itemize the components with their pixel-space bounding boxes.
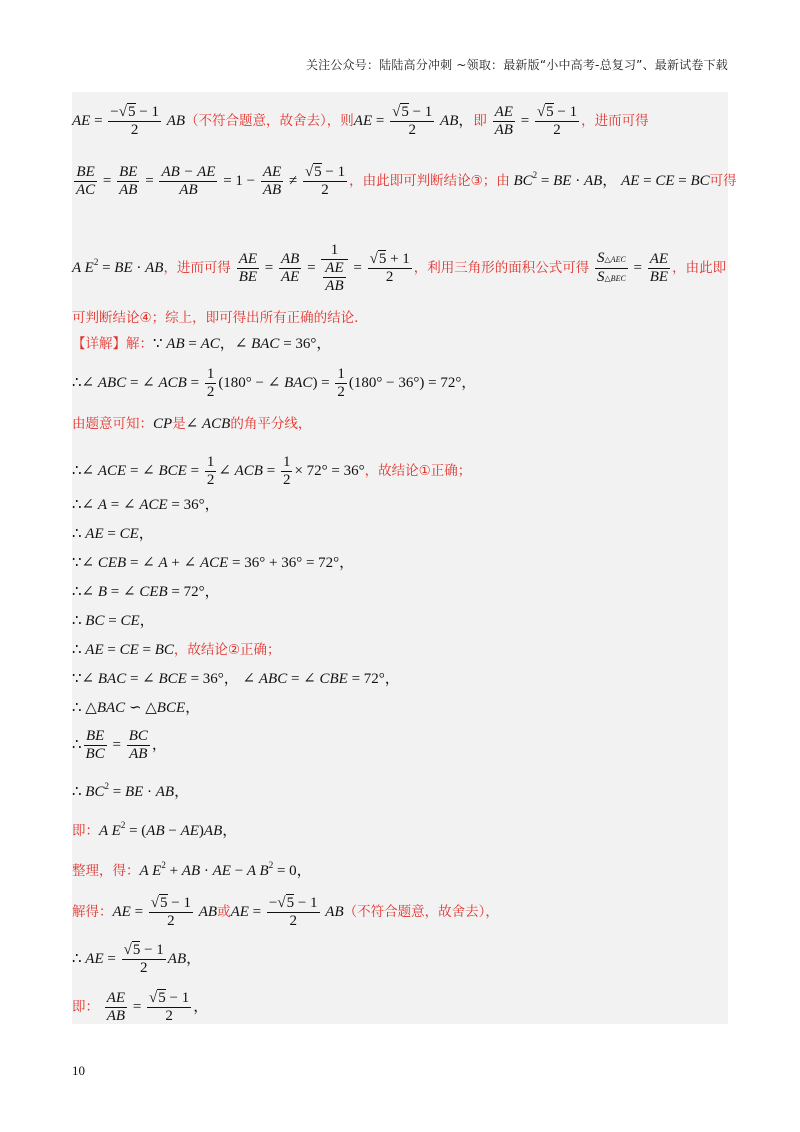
line-20: 整理，得：A $E^2$ + AB · AE − A $B^2 = 0$，	[72, 860, 312, 879]
line-22: ∴ AE = $\frac{√5 - 1}{2}$ AB，	[72, 942, 202, 976]
line-4: 可判断结论④；综上，即可得出所有正确的结论.	[72, 310, 359, 326]
line-14: ∴ AE = CE = BC，故结论②正确；	[72, 642, 281, 658]
line-3: A $E^2$ = BE · AB，进而可得 $\frac{AE}{BE}$ = $\frac{AB}{AE}$ = $\frac{1}{\frac{AE}{AB}}$ = $\frac{√5 + 1}{2}$ ，利用三角形的面积公式可得 $\frac{\text{S△AEC}}{\text{S△BEC}}$ = $\frac{AE}{BE}$ ，由此即	[72, 242, 727, 294]
line-11: ∵∠ CEB = ∠ A + ∠ ACE = 36° + 36° = 72°，	[72, 555, 355, 571]
solution-content	[72, 92, 737, 1024]
page-header: 关注公众号：陆陆高分冲刺 ~领取：最新版“小中高考-总复习”、最新试卷下载	[305, 58, 728, 72]
line-2: $\frac{BE}{AC}$ = $\frac{BE}{AB}$ = $\frac{AB - AE}{AB}$ = 1 − $\frac{AE}{AB}$ ≠ $\frac{√5 - 1}{2}$ ，由此即可判断结论③；由 $BC^2$ = BE · AB， AE = CE = BC可得	[76, 164, 737, 198]
line-21: 解得：AE = $\frac{√5 - 1}{2}$ AB或AE = $\frac{-√5 - 1}{2}$ AB（不符合题意，故舍去），	[72, 895, 499, 929]
line-16: ∴ △BAC ∽ △BCE，	[72, 700, 201, 716]
line-23: 即： $\frac{AE}{AB}$ = $\frac{√5 - 1}{2}$ ，	[72, 990, 209, 1024]
line-18: ∴ $BC^2$ = BE · AB，	[72, 781, 190, 800]
line-5: 【详解】解：∵ AB = AC，∠ BAC = 36°，	[72, 336, 332, 352]
line-9: ∴∠ A = ∠ ACE = 36°，	[72, 497, 220, 513]
line-17: ∴ $\frac{BE}{BC}$ = $\frac{BC}{AB}$ ，	[72, 728, 167, 762]
line-7: 由题意可知：CP是∠ ACB的角平分线，	[72, 416, 312, 432]
line-1: AE = $\frac{-√5 - 1}{2}$ AB（不符合题意，故舍去），则AE = $\frac{√5 - 1}{2}$ AB，即 $\frac{AE}{AB}$ = $\frac{√5 - 1}{2}$ ，进而可得	[72, 104, 649, 138]
page-number: 10	[72, 1063, 85, 1078]
line-19: 即：A $E^2 = (AB - AE)AB$，	[72, 820, 238, 839]
line-8: ∴∠ ACE = ∠ BCE = $\frac{1}{2}$ ∠ ACB = $\frac{1}{2}$ × 72° = 36°，故结论①正确；	[72, 454, 472, 488]
line-13: ∴ BC = CE，	[72, 613, 155, 629]
line-15: ∵∠ BAC = ∠ BCE = 36°， ∠ ABC = ∠ CBE = 72°，	[72, 671, 400, 687]
line-10: ∴ AE = CE，	[72, 526, 154, 542]
line-12: ∴∠ B = ∠ CEB = 72°，	[72, 584, 220, 600]
line-6: ∴∠ ABC = ∠ ACB = $\frac{1}{2}$ (180° − ∠ BAC) = $\frac{1}{2}$ (180° − 36°) = 72°，	[72, 366, 477, 400]
